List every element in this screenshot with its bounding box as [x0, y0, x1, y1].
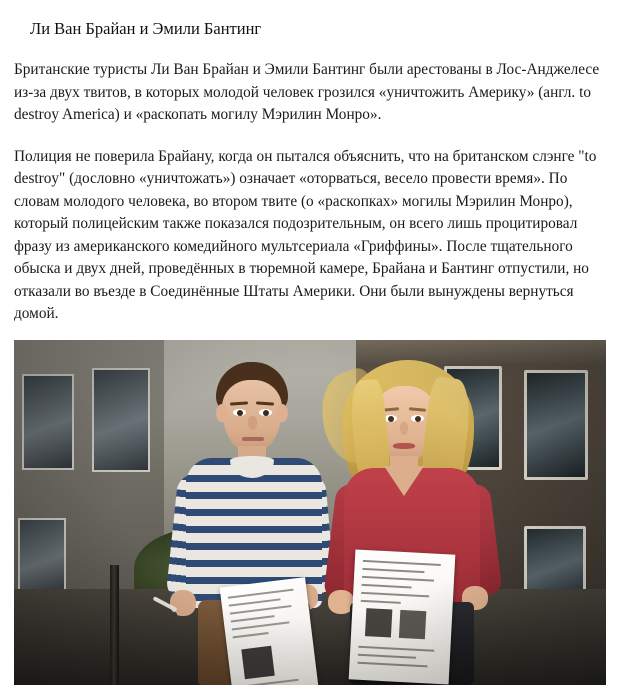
- photo-post: [110, 565, 119, 685]
- document-held-by-woman: [349, 549, 456, 684]
- document-photo-box: [399, 610, 426, 639]
- document-photo-box: [241, 646, 274, 679]
- woman-pupil: [415, 416, 421, 422]
- window-icon: [524, 370, 588, 480]
- article-paragraph-2: Полиция не поверила Брайану, когда он пытался объяснить, что на британском слэнге "to destroy" (дословно «уничтожать») означает «оторваться, весело провести время». По словам молодого человека, во втором твите (о «раскопках» могилы Мэрилин Монро), который полицейским также показался подозрительным, он всего лишь процитировал фразу из американского комедийного мультсериала «Гриффины». После тщательного обыска и двух дней, проведённых в тюремной камере, Брайана и Бантинг отпустили, но отказали во въезде в Соединённые Штаты Америки. Они были вынуждены вернуться домой.: [14, 147, 597, 323]
- man-mouth: [242, 437, 264, 441]
- man-nose: [248, 416, 257, 430]
- man-pupil: [237, 410, 243, 416]
- man-pupil: [263, 410, 269, 416]
- document-photo-box: [365, 608, 392, 637]
- article-photo: [14, 340, 606, 685]
- man-ear: [216, 404, 228, 422]
- window-icon: [92, 368, 150, 472]
- page-title: Ли Ван Брайан и Эмили Бантинг: [30, 19, 262, 38]
- woman-mouth: [393, 443, 415, 449]
- man-ear: [276, 404, 288, 422]
- window-icon: [22, 374, 74, 470]
- photo-scene: [14, 340, 606, 685]
- woman-pupil: [388, 416, 394, 422]
- woman-nose: [400, 422, 408, 435]
- article-paragraph-1: Британские туристы Ли Ван Брайан и Эмили Бантинг были арестованы в Лос-Анджелесе из-за двух твитов, в которых молодой человек грозился «уничтожить Америку» (англ. to destroy America) и «раскопать могилу Мэрилин Монро».: [14, 61, 600, 124]
- document-held-by-man: [220, 577, 319, 685]
- article-body: [0, 59, 620, 325]
- cigarette-tip-icon: [172, 612, 177, 617]
- window-icon: [18, 518, 66, 598]
